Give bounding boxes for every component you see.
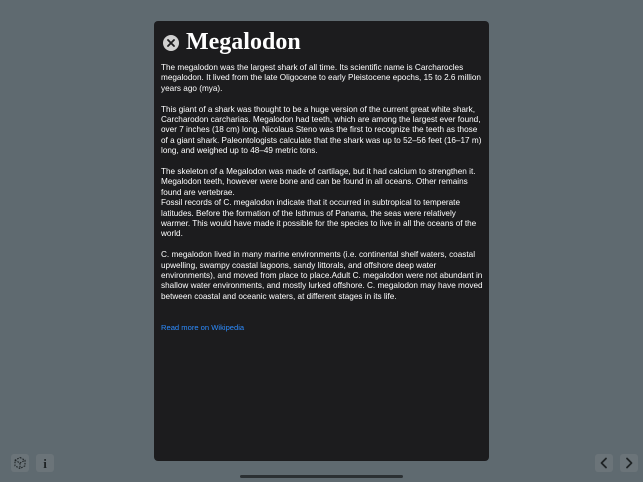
bottom-left-toolbar	[11, 454, 61, 472]
ar-button[interactable]	[11, 454, 29, 472]
info-card	[154, 21, 489, 461]
chevron-left-icon	[599, 457, 609, 469]
card-title: Megalodon	[186, 29, 301, 55]
paragraph: C. megalodon lived in many marine environments (i.e. continental shelf waters, coastal upwelling, swampy coastal lagoons, sandy littorals, and offshore deep water environments), and moved from place to place.Adult C. megalodon were not abundant in shallow water environments, and mostly lurked offshore. C. megalodon may have moved between coastal and oceanic waters, at different stages in its life.	[161, 250, 483, 301]
previous-button[interactable]	[595, 454, 613, 472]
paragraph: The megalodon was the largest shark of all time. Its scientific name is Carcharocles megalodon. It lived from the late Oligocene to early Pleistocene epochs, 15 to 2.6 million years ago (mya).	[161, 63, 481, 93]
close-button[interactable]	[163, 35, 179, 51]
info-button[interactable]	[36, 454, 54, 472]
card-body	[161, 63, 483, 333]
chevron-right-icon	[624, 457, 634, 469]
home-indicator[interactable]	[240, 475, 403, 478]
card-header	[163, 27, 301, 57]
next-button[interactable]	[620, 454, 638, 472]
ar-cube-icon	[13, 456, 27, 470]
wikipedia-link[interactable]: Read more on Wikipedia	[161, 322, 245, 332]
bottom-right-toolbar	[588, 454, 638, 472]
paragraph: This giant of a shark was thought to be a huge version of the current great white shark, Carcharodon carcharias. Megalodon had teeth, which are among the largest ever found, over 7 inches (18 cm) long. Nicolaus Steno was the first to recognize the teeth as those of a giant shark. Paleontologists calculate that the shark was up to 52–56 feet (16–17 m) long, and weighed up to 48–49 metric tons.	[161, 104, 482, 156]
paragraph: The skeleton of a Megalodon was made of cartilage, but it had calcium to strengthen it. Megalodon teeth, however were bone and can be found in all oceans. Other remains found are vertebrae. Fossil records of C. megalodon indicate that it occurred in subtropical to temperate latitudes. Before the formation of the Isthmus of Panama, the seas were relatively warmer. This would have made it possible for the species to live in all the oceans of the world.	[161, 167, 477, 239]
close-icon	[167, 39, 175, 47]
info-icon: i	[43, 455, 47, 471]
